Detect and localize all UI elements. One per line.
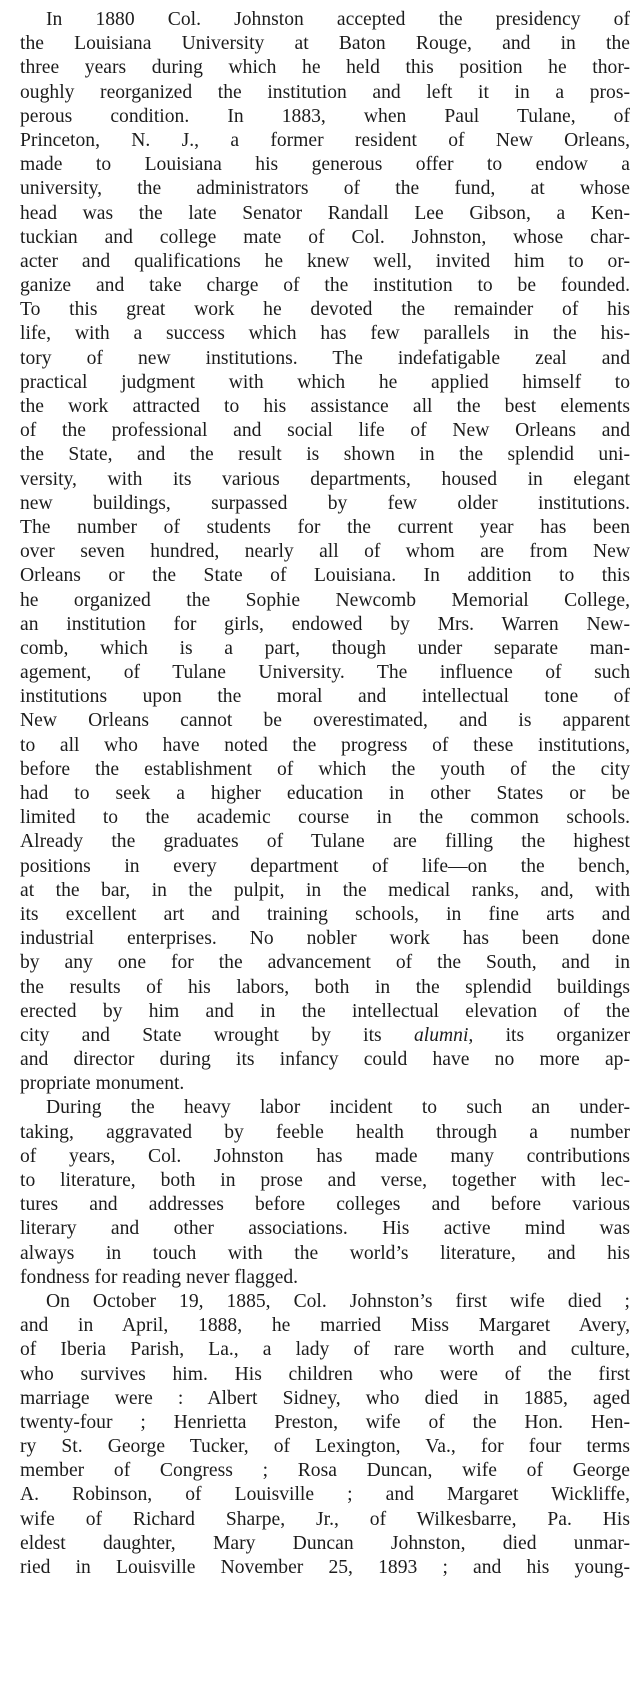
text-segment: the State, and the result is shown in the splendid uni- <box>20 444 630 466</box>
text-line <box>20 202 630 226</box>
text-line <box>20 1048 630 1072</box>
text-line <box>20 468 630 492</box>
text-line <box>20 589 630 613</box>
text-segment: and director during its infancy could have no more ap- <box>20 1049 630 1071</box>
text-line <box>20 1508 630 1532</box>
text-segment: marriage were : Albert Sidney, who died in 1885, aged <box>20 1387 630 1409</box>
text-segment: the Louisiana University at Baton Rouge, and in the <box>20 33 630 55</box>
text-segment: twenty-four ; Henrietta Preston, wife of the Hon. Hen- <box>20 1411 630 1433</box>
text-segment: propriate monument. <box>20 1073 185 1095</box>
text-segment: had to seek a higher education in other States or be <box>20 783 630 804</box>
text-segment: to literature, both in prose and verse, together with lec- <box>20 1170 630 1191</box>
text-segment: university, the administrators of the fund, at whose <box>20 178 630 200</box>
text-segment: comb, which is a part, though under separate man- <box>20 637 630 659</box>
text-segment: eldest daughter, Mary Duncan Johnston, died unmar- <box>20 1532 630 1554</box>
text-segment: before the establishment of which the youth of the city <box>20 758 630 780</box>
body-text <box>20 8 633 1580</box>
text-line <box>20 371 630 395</box>
text-line <box>20 492 630 516</box>
text-segment: perous condition. In 1883, when Paul Tulane, of <box>20 105 630 127</box>
text-line <box>20 1338 630 1362</box>
text-line <box>20 1290 630 1314</box>
text-line <box>20 443 630 467</box>
text-segment: industrial enterprises. No nobler work has been done <box>20 928 630 950</box>
text-segment: ry St. George Tucker, of Lexington, Va., for four terms <box>20 1436 630 1458</box>
text-line <box>20 879 630 903</box>
text-line <box>20 395 630 419</box>
text-segment: institutions upon the moral and intellectual tone of <box>20 686 630 708</box>
text-segment: the results of his labors, both in the splendid buildings <box>20 976 630 998</box>
text-segment: head was the late Senator Randall Lee Gibson, a Ken- <box>20 202 630 224</box>
text-segment: always in touch with the world’s literature, and his <box>20 1242 630 1264</box>
text-line <box>20 758 630 782</box>
text-line <box>20 806 630 830</box>
text-segment: To this great work he devoted the remainder of his <box>20 299 630 321</box>
text-segment: tuckian and college mate of Col. Johnston, whose char- <box>20 226 630 248</box>
text-segment: acter and qualifications he knew well, invited him to or- <box>20 250 630 272</box>
text-line <box>20 8 630 32</box>
paragraph <box>20 1096 633 1290</box>
text-segment: tures and addresses before colleges and before various <box>20 1194 630 1216</box>
text-segment: ganize and take charge of the institution to be founded. <box>20 275 630 297</box>
text-segment: of Iberia Parish, La., a lady of rare worth and culture, <box>20 1339 630 1361</box>
text-segment: member of Congress ; Rosa Duncan, wife of George <box>20 1460 630 1482</box>
text-segment: new buildings, surpassed by few older institutions. <box>20 492 630 514</box>
text-line <box>20 1096 630 1120</box>
text-line <box>20 298 630 322</box>
text-line <box>20 322 630 346</box>
text-segment: wife of Richard Sharpe, Jr., of Wilkesbarre, Pa. His <box>20 1508 630 1530</box>
text-line <box>20 274 630 298</box>
paragraph <box>20 8 633 1096</box>
text-segment: On October 19, 1885, Col. Johnston’s first wife died ; <box>46 1290 630 1312</box>
text-segment: city and State wrought by its <box>20 1024 414 1046</box>
text-segment: ried in Louisville November 25, 1893 ; and his young- <box>20 1557 630 1578</box>
text-segment: oughly reorganized the institution and left it in a pros- <box>20 81 630 103</box>
text-line <box>20 226 630 250</box>
text-line <box>20 1435 630 1459</box>
text-line <box>20 1072 630 1096</box>
text-segment: In 1880 Col. Johnston accepted the presidency of <box>46 9 630 30</box>
text-segment: he organized the Sophie Newcomb Memorial College, <box>20 589 630 611</box>
text-segment: The number of students for the current year has been <box>20 516 630 538</box>
text-line <box>20 1363 630 1387</box>
text-line <box>20 56 630 80</box>
text-segment: its organizer <box>473 1024 630 1046</box>
text-line <box>20 1483 630 1507</box>
text-segment: life, with a success which has few parallels in the his- <box>20 323 630 345</box>
text-segment: versity, with its various departments, housed in elegant <box>20 468 630 490</box>
text-line <box>20 516 630 540</box>
text-segment: Orleans or the State of Louisiana. In addition to this <box>20 565 630 587</box>
text-segment: taking, aggravated by feeble health through a number <box>20 1121 630 1143</box>
text-segment: tory of new institutions. The indefatigable zeal and <box>20 347 630 369</box>
text-line <box>20 661 630 685</box>
text-segment: positions in every department of life—on the bench, <box>20 855 630 877</box>
text-line <box>20 976 630 1000</box>
text-line <box>20 1000 630 1024</box>
text-line <box>20 129 630 153</box>
text-line <box>20 1169 630 1193</box>
text-segment: fondness for reading never flagged. <box>20 1266 299 1288</box>
text-line <box>20 951 630 975</box>
text-line <box>20 1193 630 1217</box>
text-line <box>20 637 630 661</box>
text-line <box>20 782 630 806</box>
paragraph <box>20 1290 633 1580</box>
text-segment: who survives him. His children who were of the first <box>20 1363 630 1385</box>
text-line <box>20 564 630 588</box>
text-line <box>20 903 630 927</box>
text-line <box>20 1266 630 1290</box>
text-line <box>20 1242 630 1266</box>
text-line <box>20 1024 630 1048</box>
text-segment: limited to the academic course in the common schools. <box>20 807 630 829</box>
italic-word: alumni, <box>413 1024 474 1046</box>
text-line <box>20 347 630 371</box>
text-segment: to all who have noted the progress of these institutions, <box>20 734 630 756</box>
text-segment: of the professional and social life of New Orleans and <box>20 420 630 442</box>
text-line <box>20 709 630 733</box>
text-segment: erected by him and in the intellectual elevation of the <box>20 1000 630 1022</box>
text-segment: Princeton, N. J., a former resident of New Orleans, <box>20 129 630 151</box>
text-line <box>20 250 630 274</box>
text-line <box>20 1411 630 1435</box>
text-line <box>20 830 630 854</box>
text-segment: and in April, 1888, he married Miss Margaret Avery, <box>20 1315 630 1337</box>
text-line <box>20 927 630 951</box>
text-segment: over seven hundred, nearly all of whom are from New <box>20 541 630 563</box>
text-segment: three years during which he held this position he thor- <box>20 57 630 79</box>
text-segment: During the heavy labor incident to such an under- <box>46 1097 630 1119</box>
text-segment: by any one for the advancement of the South, and in <box>20 952 630 974</box>
text-segment: A. Robinson, of Louisville ; and Margaret Wickliffe, <box>20 1484 630 1506</box>
text-line <box>20 613 630 637</box>
text-line <box>20 153 630 177</box>
text-line <box>20 1314 630 1338</box>
text-segment: literary and other associations. His active mind was <box>20 1218 630 1240</box>
text-line <box>20 540 630 564</box>
text-segment: New Orleans cannot be overestimated, and is apparent <box>20 710 630 732</box>
text-segment: Already the graduates of Tulane are filling the highest <box>20 831 630 853</box>
text-segment: practical judgment with which he applied himself to <box>20 371 630 393</box>
text-segment: at the bar, in the pulpit, in the medical ranks, and, with <box>20 879 630 901</box>
text-line <box>20 105 630 129</box>
text-line <box>20 855 630 879</box>
text-line <box>20 81 630 105</box>
text-line <box>20 1556 630 1580</box>
text-segment: of years, Col. Johnston has made many contributions <box>20 1145 630 1167</box>
text-line <box>20 177 630 201</box>
text-line <box>20 1217 630 1241</box>
text-line <box>20 1532 630 1556</box>
text-segment: agement, of Tulane University. The influence of such <box>20 662 630 684</box>
text-segment: an institution for girls, endowed by Mrs. Warren New- <box>20 613 630 635</box>
text-segment: its excellent art and training schools, in fine arts and <box>20 903 630 925</box>
text-line <box>20 1121 630 1145</box>
text-line <box>20 685 630 709</box>
text-segment: made to Louisiana his generous offer to endow a <box>20 154 630 176</box>
text-line <box>20 1459 630 1483</box>
text-segment: the work attracted to his assistance all the best elements <box>20 396 630 417</box>
text-line <box>20 32 630 56</box>
text-line <box>20 734 630 758</box>
text-line <box>20 1145 630 1169</box>
text-line <box>20 419 630 443</box>
text-line <box>20 1387 630 1411</box>
